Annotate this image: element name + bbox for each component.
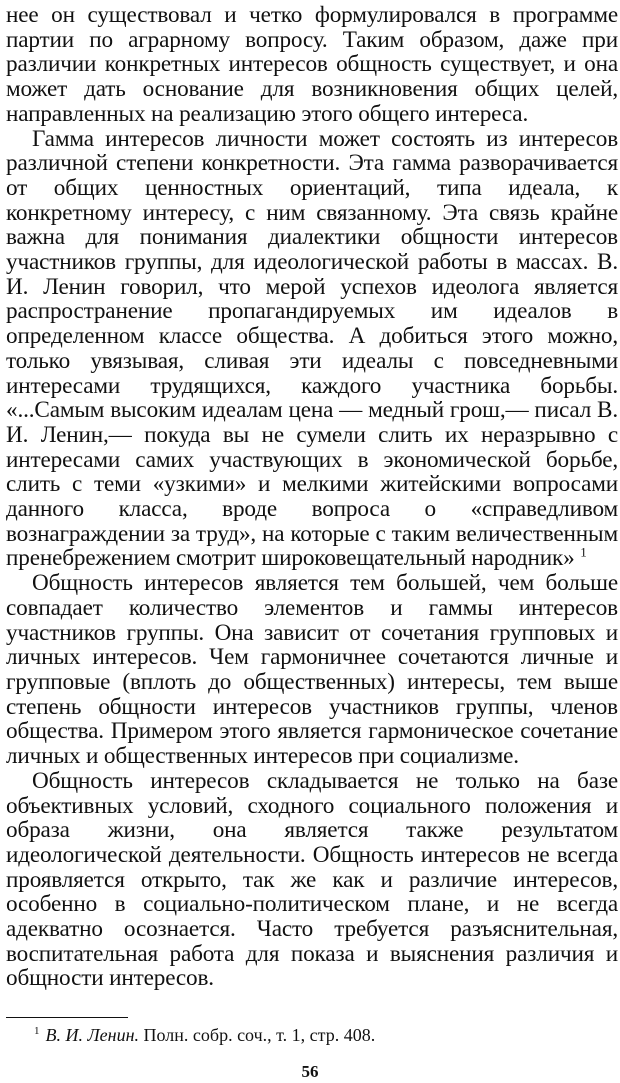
body-text xyxy=(6,3,618,991)
page-number: 56 xyxy=(301,1062,319,1081)
paragraph-3 xyxy=(6,571,618,769)
paragraph-3-text: Общность интересов является тем большей, чем больше совпадает количество элементов и гаммы интересов участников группы. Она зависит от сочетания групповых и личных интересов. Чем гармоничнее сочетаются личные и групповые (вплоть до общественных) интересы, тем выше степень общности интересов участников группы, членов общества. Примером этого является гармоническое сочетание личных и общественных интересов при социализме. xyxy=(6,570,618,770)
footnote-citation: Полн. собр. соч., т. 1, стр. 408. xyxy=(143,1025,376,1045)
footnote-divider xyxy=(6,1017,128,1018)
footnote xyxy=(34,1024,594,1046)
paragraph-1 xyxy=(6,3,618,127)
paragraph-2-text: Гамма интересов личности может состоять из интересов различной степени конкретности. Эта гамма разворачивается от общих ценностных ориентаций, типа идеала, к конкретному интересу, с ним связанному. Эта связь крайне важна для понимания диалектики общности интересов участников группы, для идеологической работы в массах. В. И. Ленин говорил, что мерой успехов идеолога является распространение пропагандируемых им идеалов в определенном классе общества. А добиться этого можно, только увязывая, сливая эти идеалы с повседневными интересами трудящихся, каждого участника борьбы. «...Самым высоким идеалам цена — медный грош,— писал В. И. Ленин,— покуда вы не сумели слить их неразрывно с интересами самих участвующих в экономической борьбе, слить с теми «узкими» и мелкими житейскими вопросами данного класса, вроде вопроса о «справедливом вознаграждении за труд», на которые с таким величественным пренебрежением смотрит широковещательный народник» xyxy=(6,125,618,572)
footnote-author: В. И. Ленин. xyxy=(45,1025,140,1045)
paragraph-2 xyxy=(6,127,618,572)
footnote-reference: 1 xyxy=(580,544,587,560)
paragraph-4-text: Общность интересов складывается не только на базе объективных условий, сходного социального положения и образа жизни, она является также результатом идеологической деятельности. Общность интересов не всегда проявляется открыто, так же как и различие интересов, особенно в социально-политическом плане, и не всегда адекватно осознается. Часто требуется разъяснительная, воспитательная работа для показа и выяснения различия и общности интересов. xyxy=(6,767,618,992)
footnote-mark: 1 xyxy=(34,1025,40,1037)
paragraph-1-text: нее он существовал и четко формулировался в программе партии по аграрному вопросу. Таким образом, даже при различии конкретных интересов общность существует, и она может дать основание для возникновения общих целей, направленных на реализацию этого общего интереса. xyxy=(6,2,618,127)
paragraph-4 xyxy=(6,769,618,991)
